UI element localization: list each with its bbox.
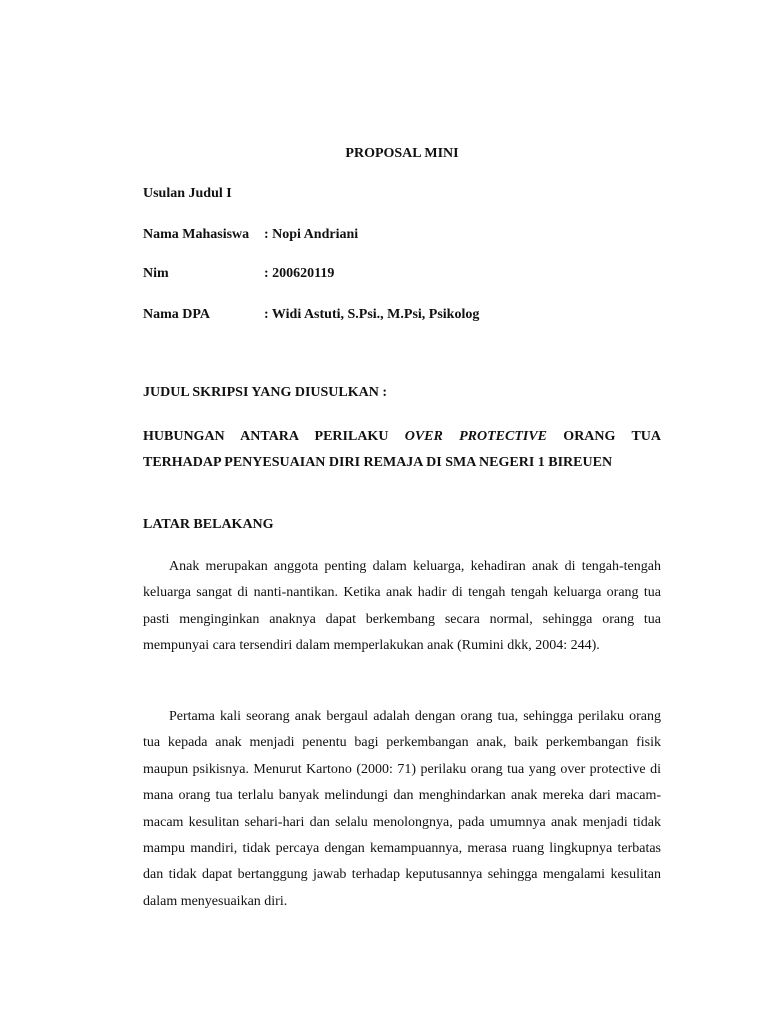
proposed-title-heading: JUDUL SKRIPSI YANG DIUSULKAN : xyxy=(143,385,388,400)
proposed-title-part-2: ORANG TUA xyxy=(547,429,662,444)
student-name-value: : Nopi Andriani xyxy=(264,227,359,242)
proposed-title xyxy=(143,424,661,476)
student-name-label: Nama Mahasiswa xyxy=(143,227,250,242)
proposed-title-italic: OVER PROTECTIVE xyxy=(404,429,548,444)
background-heading: LATAR BELAKANG xyxy=(143,517,274,532)
proposed-title-line-2: TERHADAP PENYESUAIAN DIRI REMAJA DI SMA NEGERI 1 BIREUEN xyxy=(143,455,613,470)
proposal-number: Usulan Judul I xyxy=(143,186,232,201)
student-id-label: Nim xyxy=(143,266,169,281)
background-paragraph-1: Anak merupakan anggota penting dalam keluarga, kehadiran anak di tengah-tengah keluarga sangat di nanti-nantikan. Ketika anak hadir di tengah tengah keluarga orang tua pasti menginginkan anaknya dapat berkembang secara normal, sehingga orang tua mempunyai cara tersendiri dalam memperlakukan anak (Rumini dkk, 2004: 244). xyxy=(143,559,661,654)
document-title: PROPOSAL MINI xyxy=(345,146,459,161)
advisor-label: Nama DPA xyxy=(143,307,211,322)
proposed-title-part-1: HUBUNGAN ANTARA PERILAKU xyxy=(143,429,405,444)
proposed-title-line-1 xyxy=(143,424,661,450)
background-paragraph-2: Pertama kali seorang anak bergaul adalah dengan orang tua, sehingga perilaku orang tua kepada anak menjadi penentu bagi perkembangan anak, baik perkembangan fisik maupun psikisnya. Menurut Kartono (2000: 71) perilaku orang tua yang over protective di mana orang tua terlalu banyak melindungi dan menghindarkan anak mereka dari macam-macam kesulitan sehari-hari dan selalu menolongnya, pada umumnya anak menjadi tidak mampu mandiri, tidak percaya dengan kemampuannya, merasa ruang lingkupnya terbatas dan tidak dapat bertanggung jawab terhadap keputusannya sehingga mengalami kesulitan dalam menyesuaikan diri. xyxy=(143,709,661,909)
advisor-value: : Widi Astuti, S.Psi., M.Psi, Psikolog xyxy=(264,307,480,322)
student-id-value: : 200620119 xyxy=(264,266,335,281)
